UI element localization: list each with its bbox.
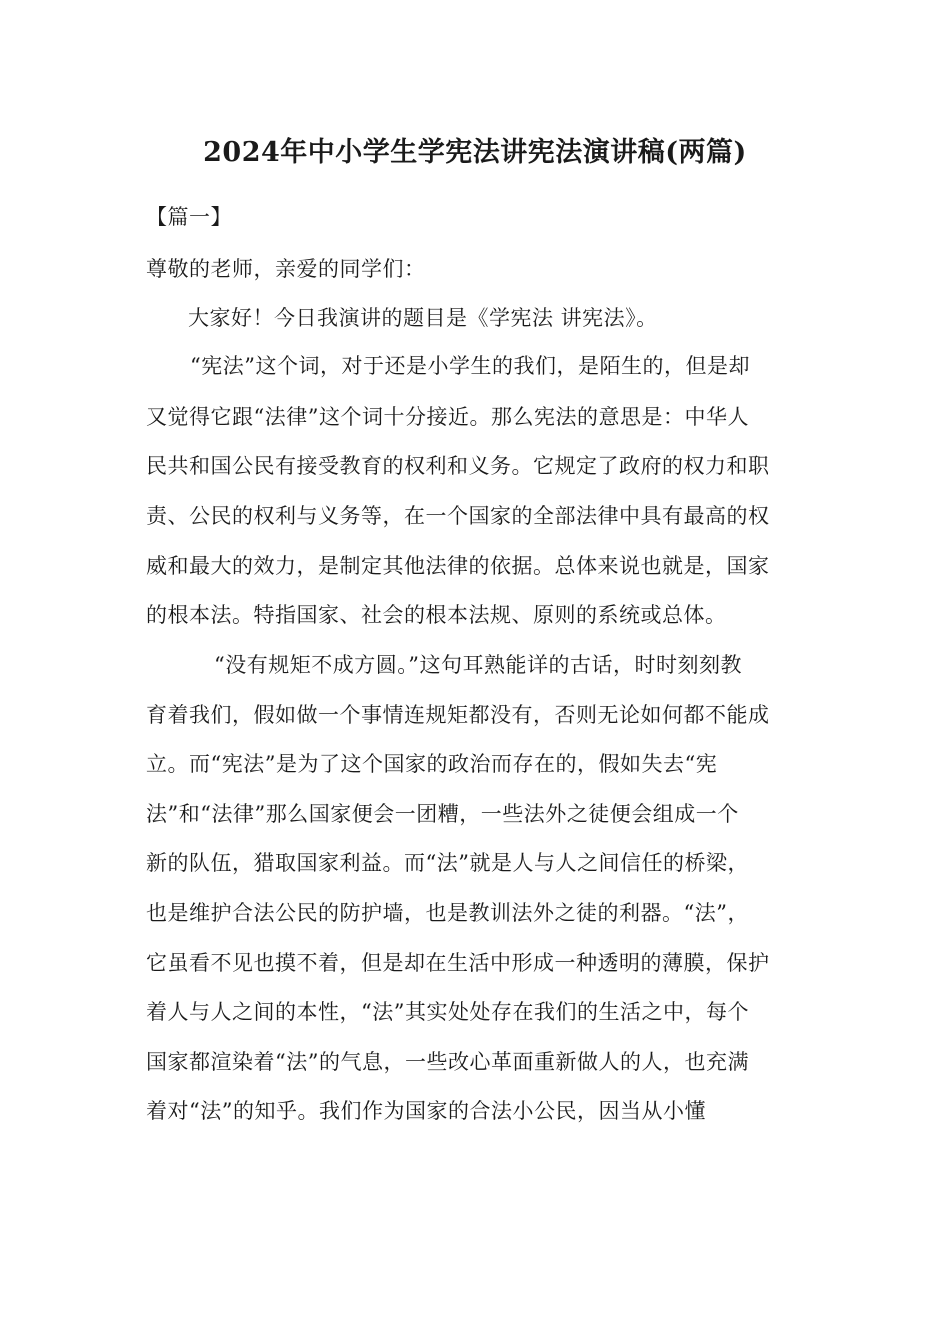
paragraph-line: 也是维护合法公民的防护墙，也是教训法外之徒的利器。“法”， xyxy=(146,901,749,925)
paragraph-line: “宪法”这个词，对于还是小学生的我们，是陌生的，但是却 xyxy=(190,354,750,378)
paragraph-line: 着对“法”的知乎。我们作为国家的合法小公民，因当从小懂 xyxy=(146,1099,706,1123)
paragraph-line: 威和最大的效力，是制定其他法律的依据。总体来说也就是，国家 xyxy=(146,554,770,578)
paragraph-line: “没有规矩不成方圆。”这句耳熟能详的古话，时时刻刻教 xyxy=(214,653,742,677)
paragraph-line: 育着我们，假如做一个事情连规矩都没有，否则无论如何都不能成 xyxy=(146,703,770,727)
paragraph-line: 它虽看不见也摸不着，但是却在生活中形成一种透明的薄膜，保护 xyxy=(146,951,770,975)
document-title: 2024年中小学生学宪法讲宪法演讲稿(两篇) xyxy=(203,137,747,168)
paragraph-line: 责、公民的权利与义务等，在一个国家的全部法律中具有最高的权 xyxy=(146,504,770,528)
greeting-line: 大家好！今日我演讲的题目是《学宪法 讲宪法》。 xyxy=(188,306,658,330)
paragraph-line: 立。而“宪法”是为了这个国家的政治而存在的，假如失去“宪 xyxy=(146,752,718,776)
paragraph-line: 民共和国公民有接受教育的权利和义务。它规定了政府的权力和职 xyxy=(146,454,770,478)
paragraph-line: 又觉得它跟“法律”这个词十分接近。那么宪法的意思是：中华人 xyxy=(146,405,749,429)
paragraph-line: 的根本法。特指国家、社会的根本法规、原则的系统或总体。 xyxy=(146,603,727,627)
paragraph-line: 国家都渲染着“法”的气息，一些改心革面重新做人的人，也充满 xyxy=(146,1050,749,1074)
paragraph-line: 着人与人之间的本性，“法”其实处处存在我们的生活之中，每个 xyxy=(146,1000,749,1024)
paragraph-line: 法”和“法律”那么国家便会一团糟，一些法外之徒便会组成一个 xyxy=(146,802,739,826)
paragraph-line: 新的队伍，猎取国家利益。而“法”就是人与人之间信任的桥梁， xyxy=(146,851,749,875)
section-heading: 【篇一】 xyxy=(146,205,232,229)
salutation: 尊敬的老师，亲爱的同学们： xyxy=(146,257,426,281)
